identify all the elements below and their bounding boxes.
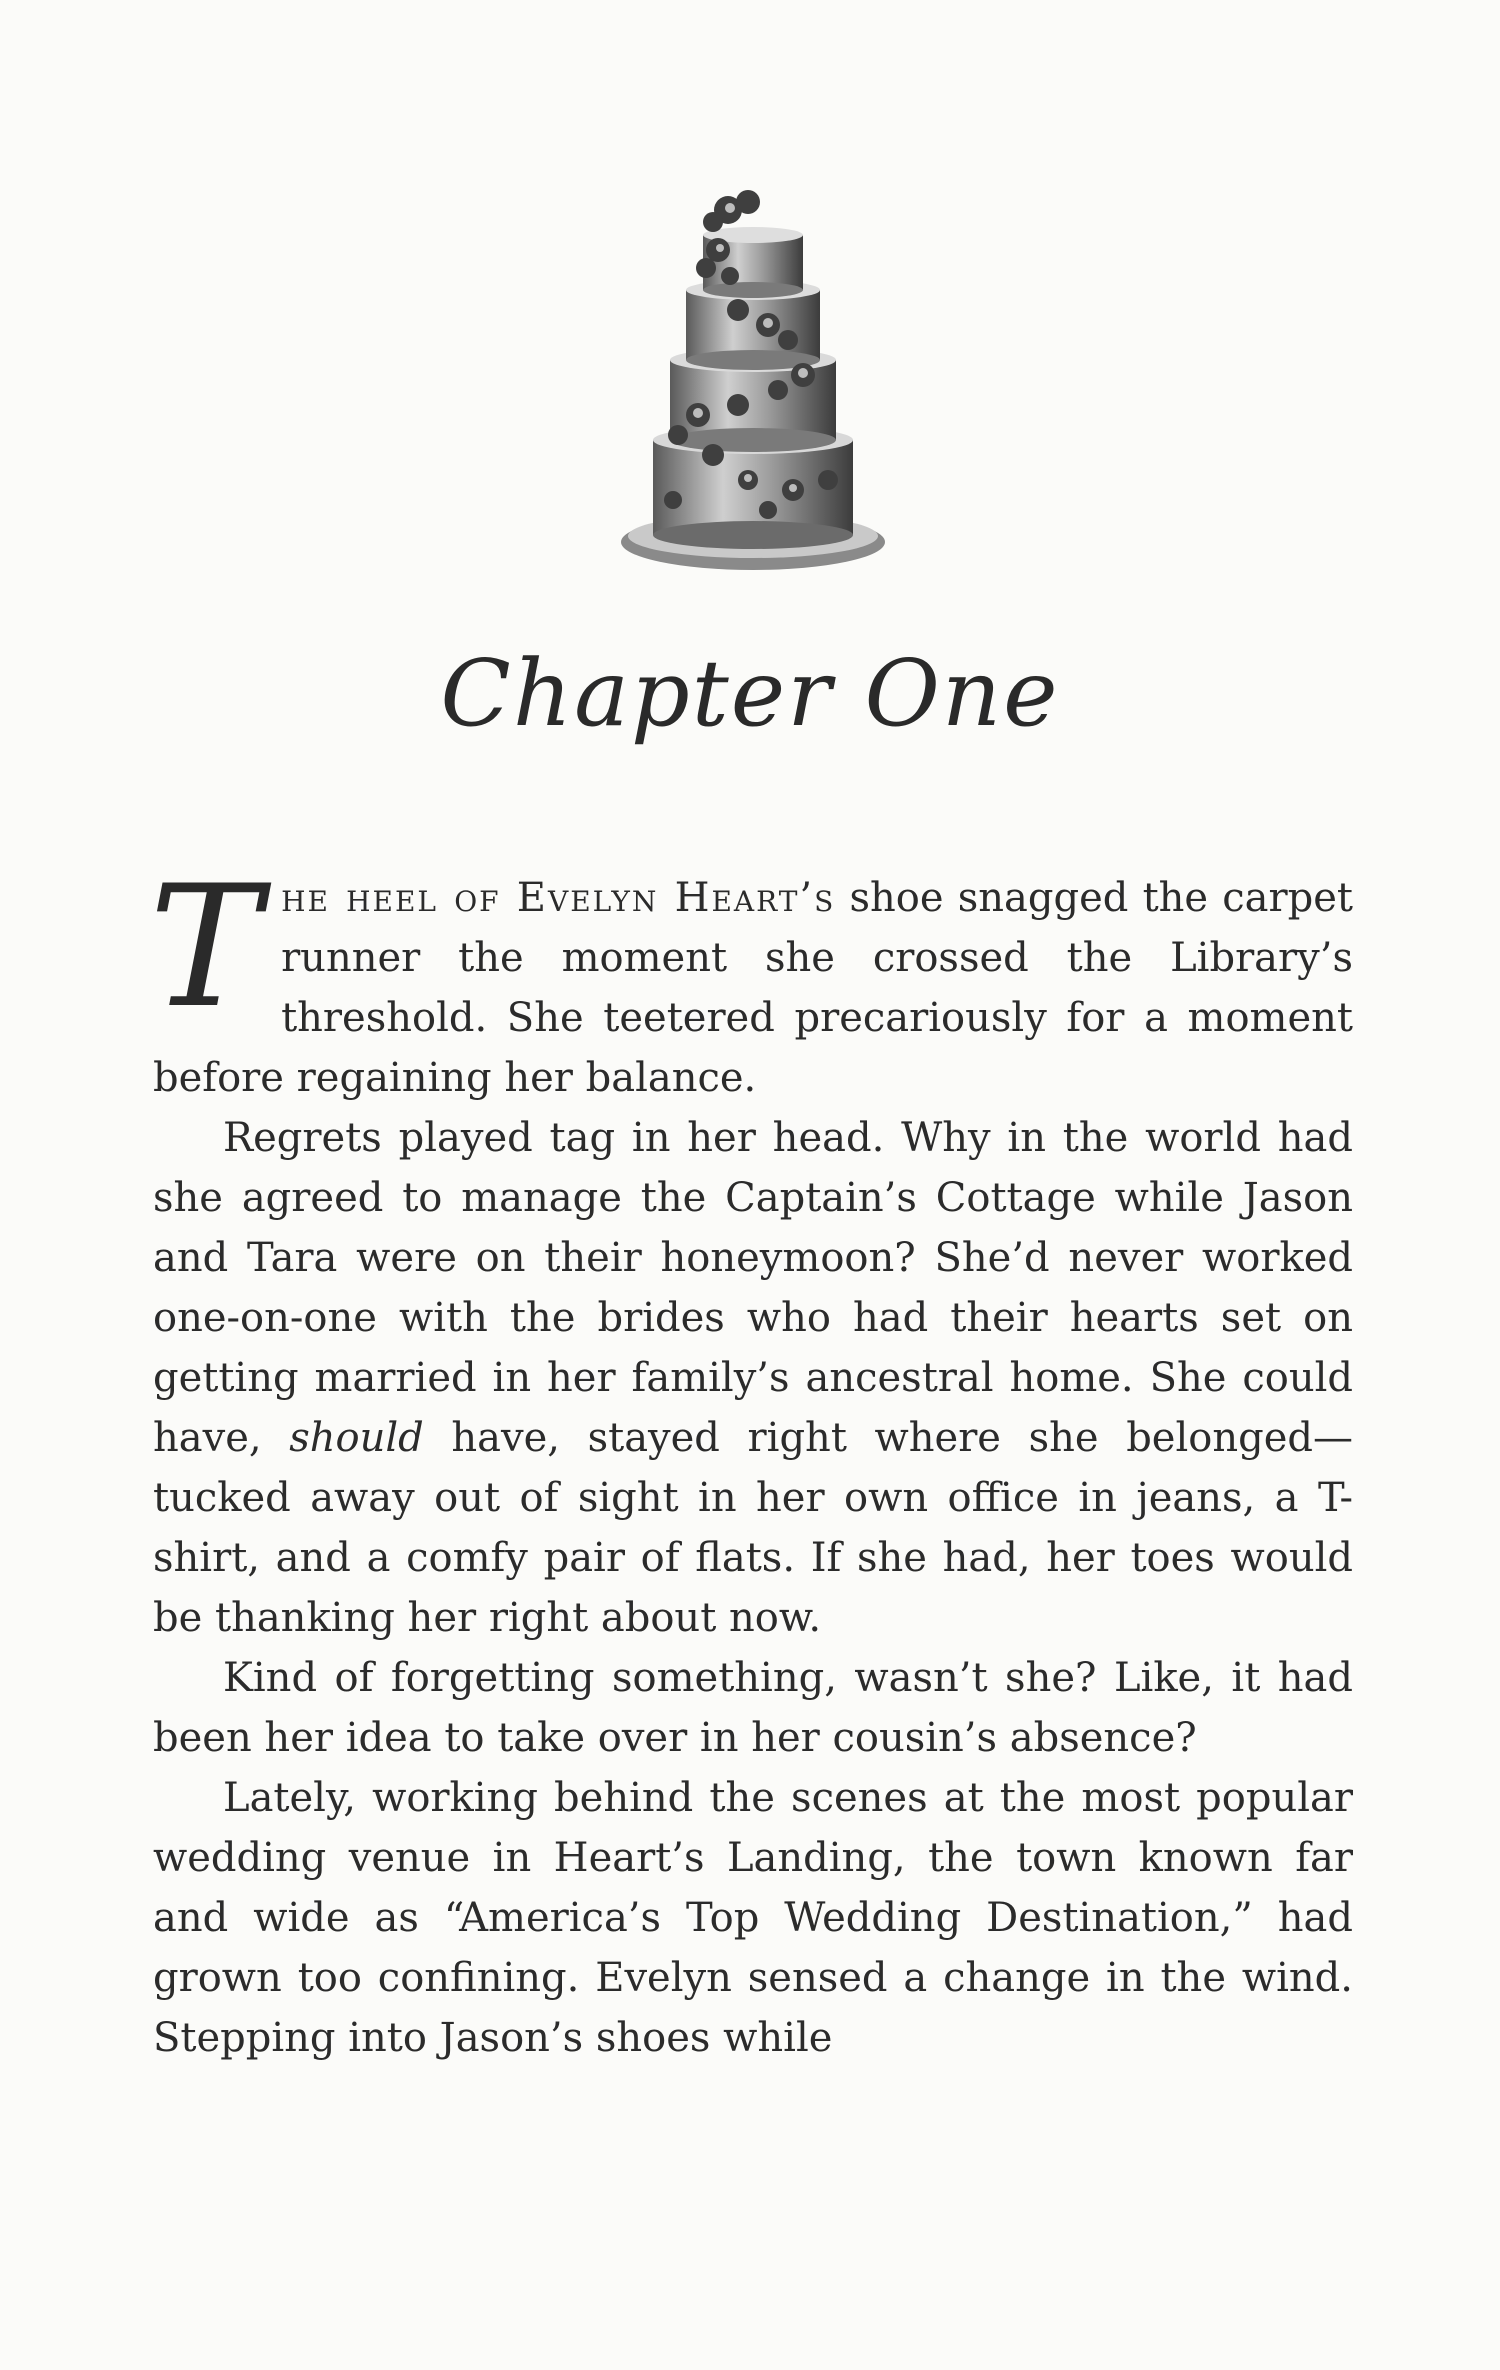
opening-small-caps: he heel of Evelyn Heart’s (281, 875, 836, 921)
chapter-title: Chapter One (440, 640, 1060, 747)
paragraph-4: Lately, working behind the scenes at the most popular wedding venue in Heart’s Landing, the town known far and wide as “America’s Top Wedding Destination,” had grown too confining. Evelyn sensed a change in the wind. Stepping into Jason’s shoes while (153, 1775, 1353, 2061)
paragraph-2 (153, 1108, 1353, 1648)
italic-emphasis: should (289, 1415, 424, 1461)
paragraph-2-text-a: Regrets played tag in her head. Why in the world had she agreed to manage the Captain’s Cottage while Jason and Tara were on their honeymoon? She’d never worked one-on-one with the brides who had their hearts set on getting married in her family’s ancestral home. She could have, (153, 1115, 1353, 1461)
paragraph-1 (149, 849, 1353, 1108)
chapter-body (149, 849, 1353, 2068)
wedding-cake-icon (618, 190, 888, 590)
paragraph-1-text: shoe snagged the carpet runner the moment she crossed the Library’s threshold. She teetered precariously for a moment before regaining her balance. (153, 875, 1353, 1101)
drop-cap: T (149, 849, 262, 1045)
paragraph-2-text-b: have, stayed right where she belonged—tucked away out of sight in her own office in jeans, a T-shirt, and a comfy pair of flats. If she had, her toes would be thanking her right about now. (153, 1415, 1353, 1641)
paragraph-3: Kind of forgetting something, wasn’t she? Like, it had been her idea to take over in her cousin’s absence? (153, 1655, 1353, 1761)
